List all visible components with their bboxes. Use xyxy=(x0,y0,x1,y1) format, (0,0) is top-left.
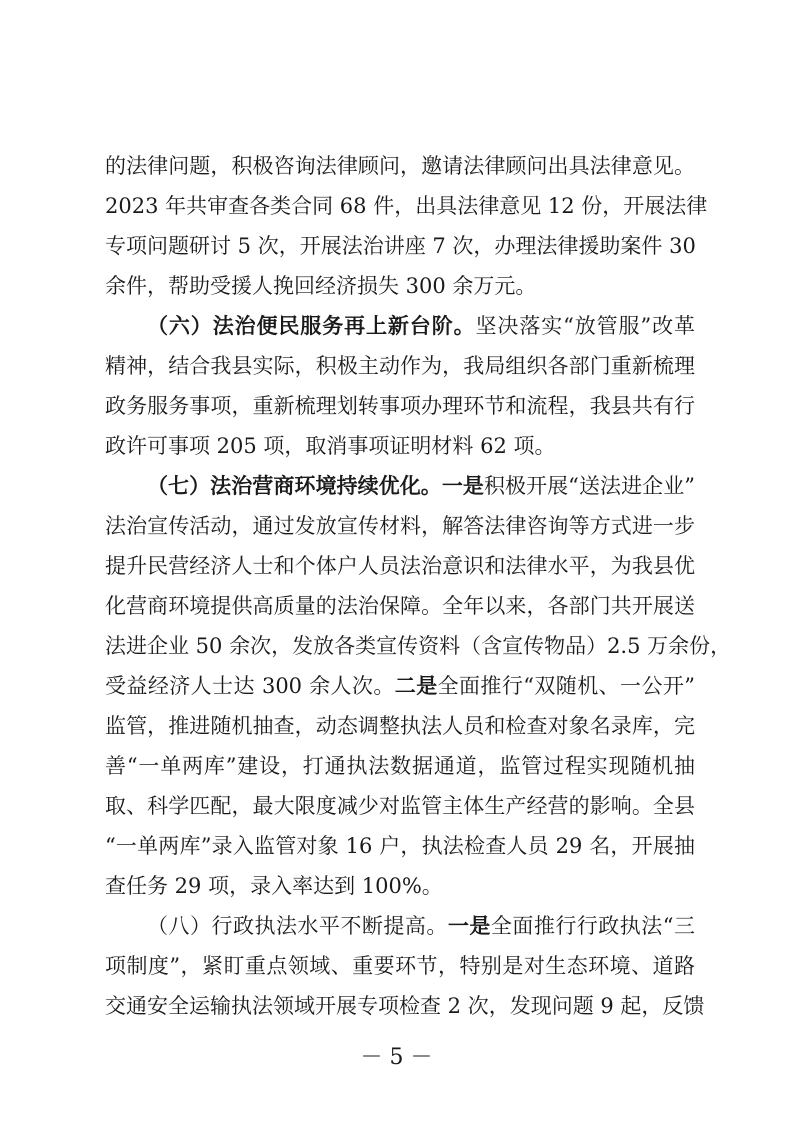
text-span: 全面推行行政执法“三 xyxy=(490,914,695,938)
text-line: 政许可事项 205 项，取消事项证明材料 62 项。 xyxy=(105,434,556,458)
text-line: 交通安全运输执法领域开展专项检查 2 次，发现问题 9 起，反馈 xyxy=(105,994,705,1018)
text-span: 全面推行“双随机、一公开” xyxy=(437,674,696,698)
section-heading-6: （六）法治便民服务再上新台阶。 xyxy=(147,314,476,338)
text-line xyxy=(105,666,695,706)
text-line: 精神，结合我县实际，积极主动作为，我局组织各部门重新梳理 xyxy=(105,354,695,378)
text-line: 提升民营经济人士和个体户人员法治意识和法律水平，为我县优 xyxy=(105,554,695,578)
text-span: 积极开展“送法进企业” xyxy=(483,474,696,498)
section-heading-line xyxy=(105,306,695,346)
text-line: 化营商环境提供高质量的法治保障。全年以来，各部门共开展送 xyxy=(105,594,695,618)
page-number: － 5 － xyxy=(360,1045,433,1070)
text-line: 法治宣传活动，通过发放宣传材料，解答法律咨询等方式进一步 xyxy=(105,514,695,538)
document-body xyxy=(105,146,732,1026)
section-heading-line xyxy=(105,906,695,946)
text-line: 政务服务事项，重新梳理划转事项办理环节和流程，我县共有行 xyxy=(105,394,695,418)
text-line: 监管，推进随机抽查，动态调整执法人员和检查对象名录库，完 xyxy=(105,714,695,738)
text-line: 法进企业 50 余次，发放各类宣传资料（含宣传物品）2.5 万余份， xyxy=(105,634,732,658)
text-span: 受益经济人士达 300 余人次。 xyxy=(105,674,395,698)
point-mark: 一是 xyxy=(447,914,491,938)
text-line: 项制度”，紧盯重点领域、重要环节，特别是对生态环境、道路 xyxy=(105,954,695,978)
text-line: 2023 年共审查各类合同 68 件，出具法律意见 12 份，开展法律 xyxy=(105,194,708,218)
section-heading-7: （七）法治营商环境持续优化。 xyxy=(147,474,442,498)
text-span: 坚决落实“放管服”改革 xyxy=(475,314,695,338)
text-line: 余件，帮助受援人挽回经济损失 300 余万元。 xyxy=(105,274,537,298)
section-heading-line xyxy=(105,466,695,506)
text-line: 的法律问题，积极咨询法律顾问，邀请法律顾问出具法律意见。 xyxy=(105,154,695,178)
point-mark: 一是 xyxy=(441,474,484,498)
text-line: 取、科学匹配，最大限度减少对监管主体生产经营的影响。全县 xyxy=(105,794,695,818)
text-line: “一单两库”录入监管对象 16 户，执法检查人员 29 名，开展抽 xyxy=(105,834,695,858)
text-line: 查任务 29 项，录入率达到 100%。 xyxy=(105,874,443,898)
section-heading-8: （八）行政执法水平不断提高。 xyxy=(147,914,448,938)
text-line: 善“一单两库”建设，打通执法数据通道，监管过程实现随机抽 xyxy=(105,754,695,778)
text-line: 专项问题研讨 5 次，开展法治讲座 7 次，办理法律援助案件 30 xyxy=(105,234,696,258)
point-mark: 二是 xyxy=(394,674,438,698)
